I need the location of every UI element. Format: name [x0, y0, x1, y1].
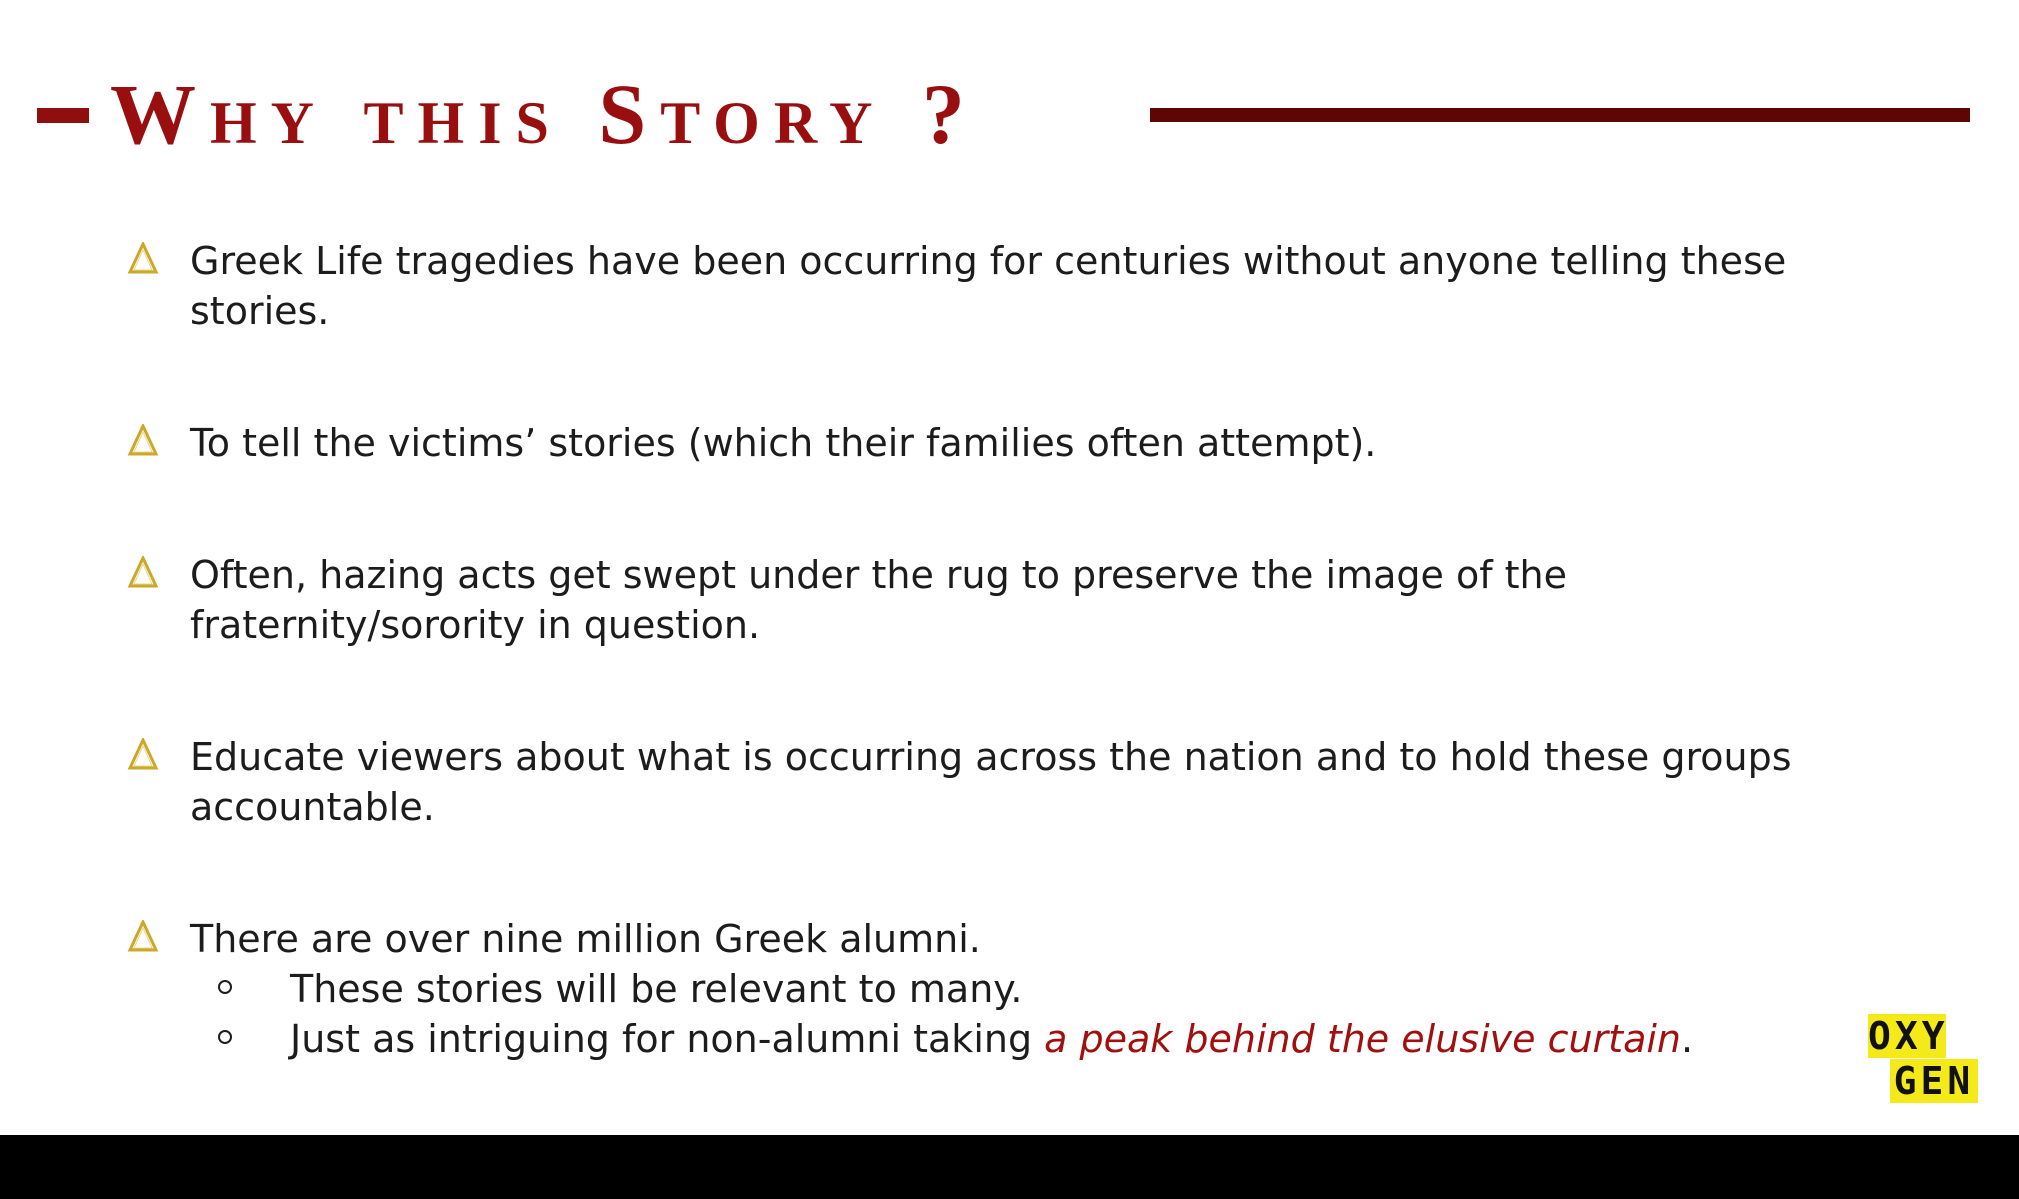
bullet-text: Often, hazing acts get swept under the rug to preserve the image of the fraternity/sorority in question.: [190, 553, 1568, 647]
sub-bullet-text: [290, 1014, 1693, 1064]
sub-bullet-text-before: Just as intriguing for non-alumni taking: [290, 1017, 1045, 1061]
title-rule-left: [37, 108, 89, 123]
logo-line-1: OXY: [1868, 1014, 1949, 1058]
hollow-circle-icon: [218, 1030, 232, 1044]
bottom-bar: [0, 1135, 2019, 1199]
triangle-bullet-icon: [127, 556, 159, 588]
logo-line-2: GEN: [1890, 1059, 1978, 1103]
sub-bullet-item: [0, 1014, 2019, 1064]
title-rule-right: [1150, 108, 1970, 122]
oxygen-logo: [1868, 1014, 1980, 1104]
hollow-circle-icon: [218, 980, 232, 994]
triangle-bullet-icon: [127, 920, 159, 952]
triangle-bullet-icon: [127, 738, 159, 770]
sub-bullet-text: These stories will be relevant to many.: [290, 967, 1023, 1011]
triangle-bullet-icon: [127, 242, 159, 274]
sub-bullet-item: [0, 964, 2019, 1014]
slide-title: Why this Story ?: [110, 66, 979, 162]
bullet-text: Educate viewers about what is occurring across the nation and to hold these groups accountable.: [190, 735, 1792, 829]
bullet-text: To tell the victims’ stories (which their families often attempt).: [190, 421, 1377, 465]
highlight-phrase: a peak behind the elusive curtain: [1044, 1017, 1682, 1061]
bullet-text: There are over nine million Greek alumni.: [190, 917, 981, 961]
sub-bullet-text-after: .: [1681, 1017, 1694, 1061]
bullet-text: Greek Life tragedies have been occurring for centuries without anyone telling these stories.: [190, 239, 1787, 333]
triangle-bullet-icon: [127, 424, 159, 456]
